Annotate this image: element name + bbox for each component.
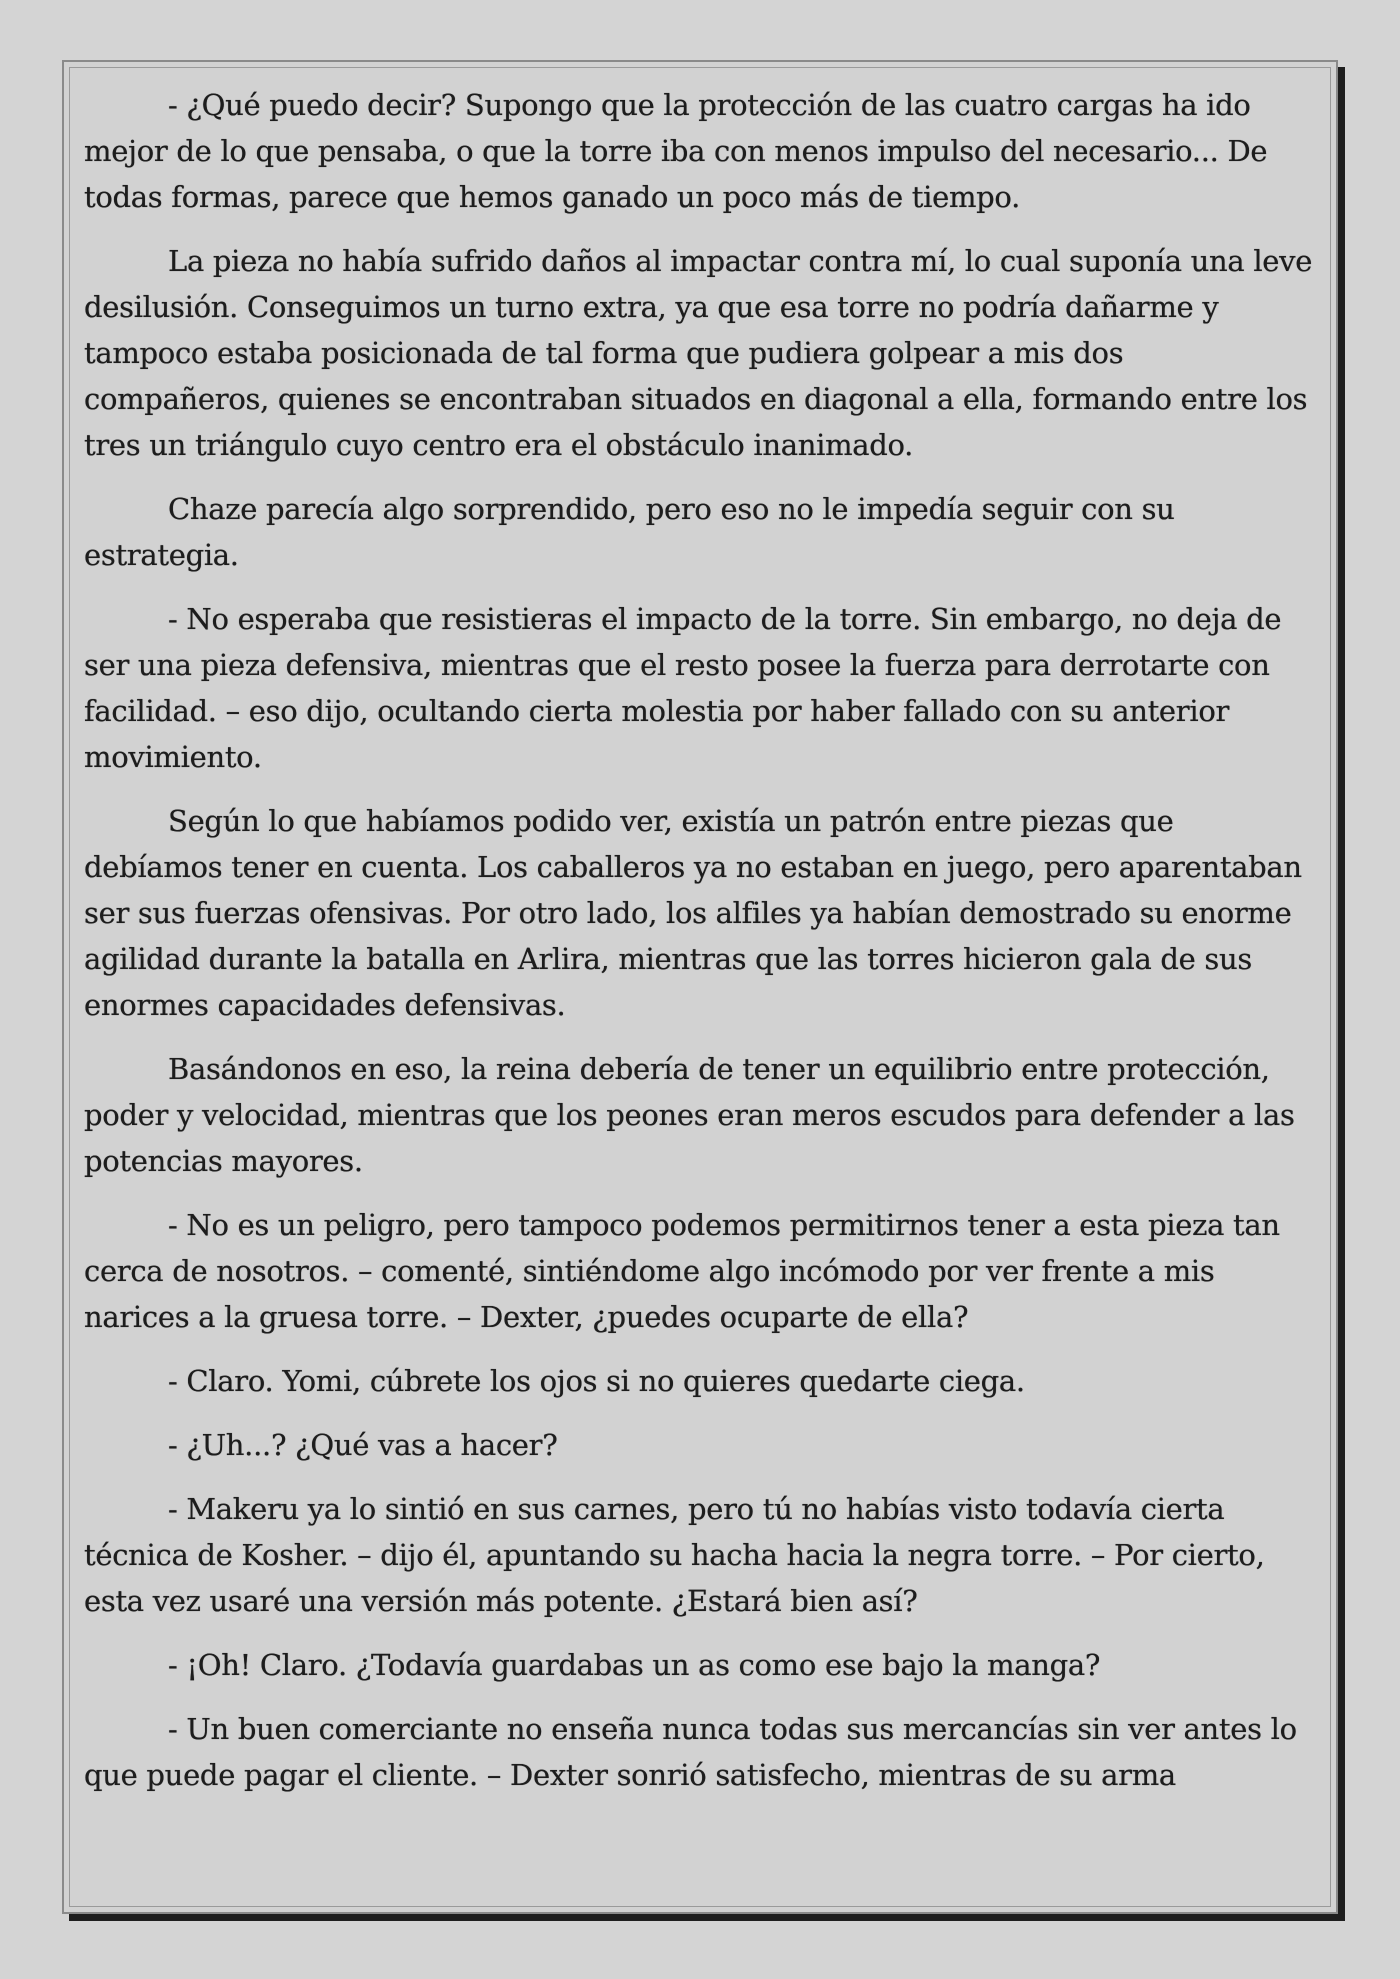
document-body <box>84 82 1316 1816</box>
paragraph: La pieza no había sufrido daños al impactar contra mí, lo cual suponía una leve desilusión. Conseguimos un turno extra, ya que esa torre no podría dañarme y tampoco estaba posicionada de tal forma que pudiera golpear a mis dos compañeros, quienes se encontraban situados en diagonal a ella, formando entre los tres un triángulo cuyo centro era el obstáculo inanimado. <box>84 244 1313 462</box>
paragraph: - ¿Uh...? ¿Qué vas a hacer? <box>168 1428 558 1462</box>
paragraph: Basándonos en eso, la reina debería de tener un equilibrio entre protección, poder y velocidad, mientras que los peones eran meros escudos para defender a las potencias mayores. <box>84 1052 1295 1178</box>
paragraph: - Un buen comerciante no enseña nunca todas sus mercancías sin ver antes lo que puede pagar el cliente. – Dexter sonrió satisfecho, mientras de su arma <box>84 1712 1297 1792</box>
paragraph: - No es un peligro, pero tampoco podemos permitirnos tener a esta pieza tan cerca de nosotros. – comenté, sintiéndome algo incómodo por ver frente a mis narices a la gruesa torre. – Dexter, ¿puedes ocuparte de ella? <box>84 1208 1280 1334</box>
paragraph: - ¡Oh! Claro. ¿Todavía guardabas un as como ese bajo la manga? <box>168 1648 1101 1682</box>
page-frame <box>62 60 1338 1914</box>
paragraph: Según lo que habíamos podido ver, existía un patrón entre piezas que debíamos tener en cuenta. Los caballeros ya no estaban en juego, pero aparentaban ser sus fuerzas ofensivas. Por otro lado, los alfiles ya habían demostrado su enorme agilidad durante la batalla en Arlira, mientras que las torres hicieron gala de sus enormes capacidades defensivas. <box>84 804 1302 1022</box>
paragraph: - Makeru ya lo sintió en sus carnes, pero tú no habías visto todavía cierta técnica de Kosher. – dijo él, apuntando su hacha hacia la negra torre. – Por cierto, esta vez usaré una versión más potente. ¿Estará bien así? <box>84 1492 1265 1618</box>
paragraph: Chaze parecía algo sorprendido, pero eso no le impedía seguir con su estrategia. <box>84 492 1175 572</box>
paragraph: - Claro. Yomi, cúbrete los ojos si no quieres quedarte ciega. <box>168 1364 1025 1398</box>
paragraph: - No esperaba que resistieras el impacto de la torre. Sin embargo, no deja de ser una pieza defensiva, mientras que el resto posee la fuerza para derrotarte con facilidad. – eso dijo, ocultando cierta molestia por haber fallado con su anterior movimiento. <box>84 602 1282 774</box>
paragraph: - ¿Qué puedo decir? Supongo que la protección de las cuatro cargas ha ido mejor de lo que pensaba, o que la torre iba con menos impulso del necesario... De todas formas, parece que hemos ganado un poco más de tiempo. <box>84 88 1268 214</box>
